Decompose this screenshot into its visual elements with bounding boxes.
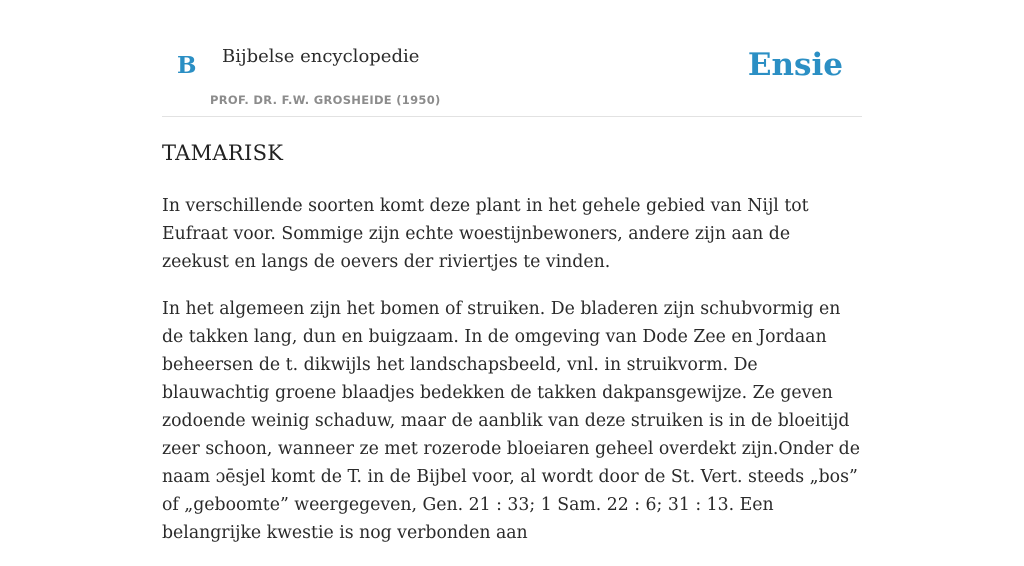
- book-logo[interactable]: B: [177, 52, 197, 79]
- book-author: PROF. DR. F.W. GROSHEIDE (1950): [210, 93, 441, 107]
- brand-logo[interactable]: Ensie: [747, 47, 843, 83]
- article-body: [162, 192, 862, 566]
- book-title[interactable]: Bijbelse encyclopedie: [222, 46, 420, 67]
- article-title: TAMARISK: [162, 141, 284, 165]
- article-paragraph: In verschillende soorten komt deze plant in het gehele gebied van Nijl tot Eufraat voor. Sommige zijn echte woestijnbewoners, andere zijn aan de zeekust en langs de oevers der riviertjes te vinden.: [162, 196, 809, 272]
- article-paragraph: In het algemeen zijn het bomen of struiken. De bladeren zijn schubvormig en de takken lang, dun en buigzaam. In de omgeving van Dode Zee en Jordaan beheersen de t. dikwijls het landschapsbeeld, vnl. in struikvorm. De blauwachtig groene blaadjes bedekken de takken dakpansgewijze. Ze geven zodoende weinig schaduw, maar de aanblik van deze struiken is in de bloeitijd zeer schoon, wanneer ze met rozerode bloeiaren geheel overdekt zijn.Onder de naam ɔēsjel komt de T. in de Bijbel voor, al wordt door de St. Vert. steeds „bos” of „geboomte” weergegeven, Gen. 21 : 33; 1 Sam. 22 : 6; 31 : 13. Een belangrijke kwestie is nog verbonden aan: [162, 299, 860, 543]
- header: [162, 0, 862, 117]
